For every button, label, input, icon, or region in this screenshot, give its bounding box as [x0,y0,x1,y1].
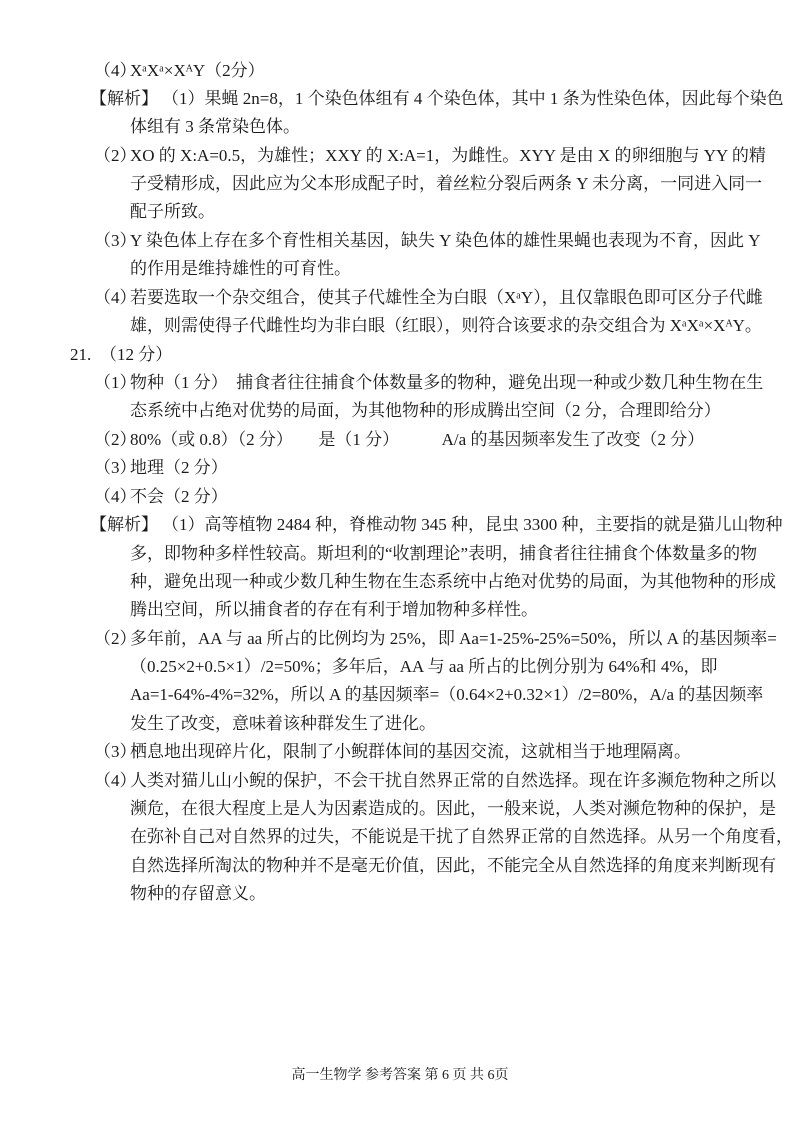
line-prefix: （3） [94,231,137,250]
text-line [130,116,300,138]
line-text: 体组有 3 条常染色体。 [130,117,300,136]
line-text: 物种（1 分） 捕食者往往捕食个体数量多的物种，避免出现一种或少数几种生物在生 [130,373,764,392]
line-prefix: （3） [94,742,137,761]
text-line [130,883,266,905]
text-line [130,258,351,280]
text-line [94,741,691,763]
line-prefix: （4） [94,487,137,506]
line-text: 人类对猫儿山小鲵的保护，不会干扰自然界正常的自然选择。现在许多濒危物种之所以 [130,771,776,790]
line-text: XᵃXᵃ×XᴬY（2分） [130,61,265,80]
text-line [130,543,757,565]
text-line [130,400,721,422]
line-text: （0.25×2+0.5×1）/2=50%；多年后，AA 与 aa 所占的比例分别为 64%和 4%，即 [130,657,718,676]
line-text: 不会（2 分） [130,487,228,506]
line-text: 雄，则需使得子代雌性均为非白眼（红眼），则符合该要求的杂交组合为 XᵃXᵃ×XᴬY。 [130,316,762,335]
text-line [130,855,776,877]
text-line [94,486,228,508]
line-prefix: （1） [94,373,137,392]
text-line [130,656,718,678]
line-text: 多，即物种多样性较高。斯坦利的“收割理论”表明，捕食者往往捕食个体数量多的物 [130,544,758,563]
text-line [130,713,436,735]
line-text: 的作用是维持雄性的可育性。 [130,259,351,278]
text-line [90,514,783,536]
line-prefix: （4） [94,771,137,790]
text-line [130,173,762,195]
text-line [70,344,173,366]
line-text: 子受精形成，因此应为父本形成配子时，着丝粒分裂后两条 Y 未分离，一同进入同一 [130,174,763,193]
line-text: 腾出空间，所以捕食者的存在有利于增加物种多样性。 [130,600,538,619]
text-line [130,826,793,848]
text-line [94,230,761,252]
line-prefix: 【解析】 [90,89,158,108]
line-text: （12 分） [100,345,173,364]
line-prefix: （4） [94,61,137,80]
line-text: （1）果蝇 2n=8，1 个染色体组有 4 个染色体，其中 1 条为性染色体，因此每个染色 [162,89,784,108]
line-text: 地理（2 分） [130,458,228,477]
text-line [130,798,776,820]
line-text: 自然选择所淘汰的物种并不是毫无价值，因此，不能完全从自然选择的角度来判断现有 [130,856,776,875]
line-text: 发生了改变，意味着该种群发生了进化。 [130,714,436,733]
line-text: 种，避免出现一种或少数几种生物在生态系统中占绝对优势的局面，为其他物种的形成 [130,572,776,591]
text-line [130,201,215,223]
text-line [130,571,776,593]
text-line [130,599,538,621]
line-text: 80%（或 0.8）（2 分） 是（1 分） A/a 的基因频率发生了改变（2 分） [130,430,705,449]
line-text: 栖息地出现碎片化，限制了小鲵群体间的基因交流，这就相当于地理隔离。 [130,742,691,761]
text-line [94,372,764,394]
line-text: （1）高等植物 2484 种，脊椎动物 345 种，昆虫 3300 种，主要指的就是猫儿山物种 [162,515,783,534]
text-line [130,315,762,337]
page-footer: 高一生物学 参考答案 第 6 页 共 6页 [291,1068,509,1083]
line-prefix: （4） [94,288,137,307]
line-text: 在弥补自己对自然界的过失，不能说是干扰了自然界正常的自然选择。从另一个角度看， [130,827,793,846]
line-text: 濒危，在很大程度上是人为因素造成的。因此，一般来说，人类对濒危物种的保护，是 [130,799,776,818]
text-line [130,684,763,706]
line-text: 多年前，AA 与 aa 所占的比例均为 25%，即 Aa=1-25%-25%=50%，所以 A 的基因频率= [130,629,777,648]
text-line [94,60,265,82]
line-prefix: （2） [94,146,137,165]
text-line [94,457,228,479]
line-text: Y 染色体上存在多个育性相关基因，缺失 Y 染色体的雄性果蝇也表现为不育，因此 Y [130,231,761,250]
line-text: 态系统中占绝对优势的局面，为其他物种的形成腾出空间（2 分，合理即给分） [130,401,721,420]
line-text: 若要选取一个杂交组合，使其子代雄性全为白眼（XᵃY），且仅靠眼色即可区分子代雌 [130,288,763,307]
text-line [94,429,705,451]
line-prefix: 21. [70,345,92,364]
line-text: XO 的 X:A=0.5，为雄性；XXY 的 X:A=1，为雌性。XYY 是由 X 的卵细胞与 YY 的精 [130,146,766,165]
text-line [94,770,776,792]
line-prefix: （2） [94,430,137,449]
line-text: 物种的存留意义。 [130,884,266,903]
line-text: Aa=1-64%-4%=32%，所以 A 的基因频率=（0.64×2+0.32×1）/2=80%，A/a 的基因频率 [130,685,764,704]
line-prefix: 【解析】 [90,515,158,534]
text-line [94,628,777,650]
text-line [94,287,763,309]
line-text: 配子所致。 [130,202,215,221]
text-line [90,88,784,110]
line-prefix: （3） [94,458,137,477]
text-line [94,145,766,167]
line-prefix: （2） [94,629,137,648]
